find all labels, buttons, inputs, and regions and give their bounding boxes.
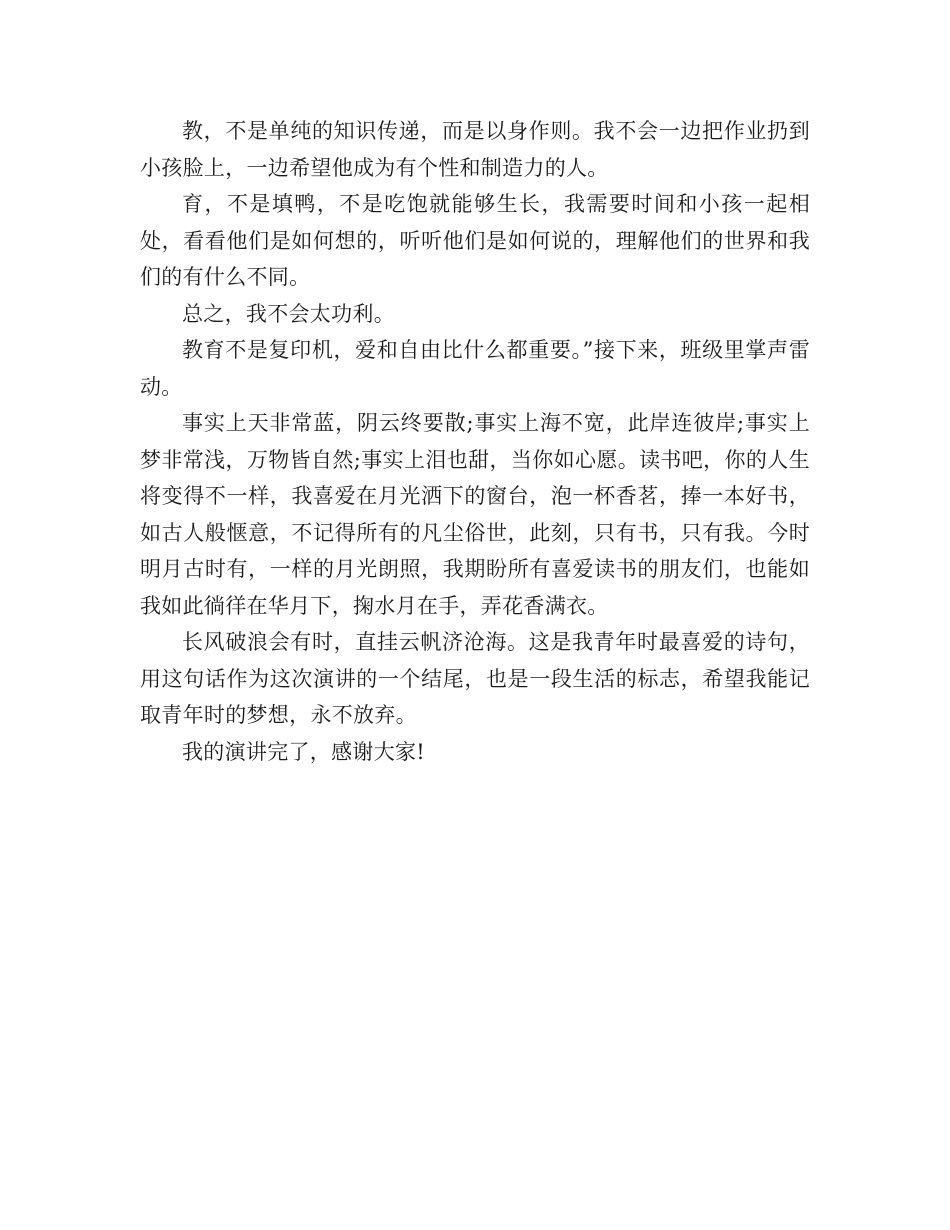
paragraph-summary: 总之，我不会太功利。 [182,301,395,326]
paragraph-poem: 长风破浪会有时，直挂云帆济沧海。这是我青年时最喜爱的诗句，用这句话作为这次演讲的一个结尾，也是一段生活的标志，希望我能记取青年时的梦想，永不放弃。 [140,630,810,727]
paragraph-reading: 事实上天非常蓝，阴云终要散;事实上海不宽，此岸连彼岸;事实上梦非常浅，万物皆自然;事实上泪也甜，当你如心愿。读书吧，你的人生将变得不一样，我喜爱在月光洒下的窗台，泡一杯香茗，捧一本好书，如古人般惬意，不记得所有的凡尘俗世，此刻，只有书，只有我。今时明月古时有，一样的月光朗照，我期盼所有喜爱读书的朋友们，也能如我如此徜徉在华月下，掬水月在手，弄花香满衣。 [140,411,810,618]
paragraph-nurturing: 育，不是填鸭，不是吃饱就能够生长，我需要时间和小孩一起相处，看看他们是如何想的，听听他们是如何说的，理解他们的世界和我们的有什么不同。 [140,192,810,289]
paragraph-education-quote: 教育不是复印机，爱和自由比什么都重要。”接下来，班级里掌声雷动。 [140,338,810,399]
paragraph-teaching: 教，不是单纯的知识传递，而是以身作则。我不会一边把作业扔到小孩脸上，一边希望他成为有个性和制造力的人。 [140,119,810,180]
document-body [140,113,810,770]
paragraph-closing: 我的演讲完了，感谢大家! [182,739,426,764]
